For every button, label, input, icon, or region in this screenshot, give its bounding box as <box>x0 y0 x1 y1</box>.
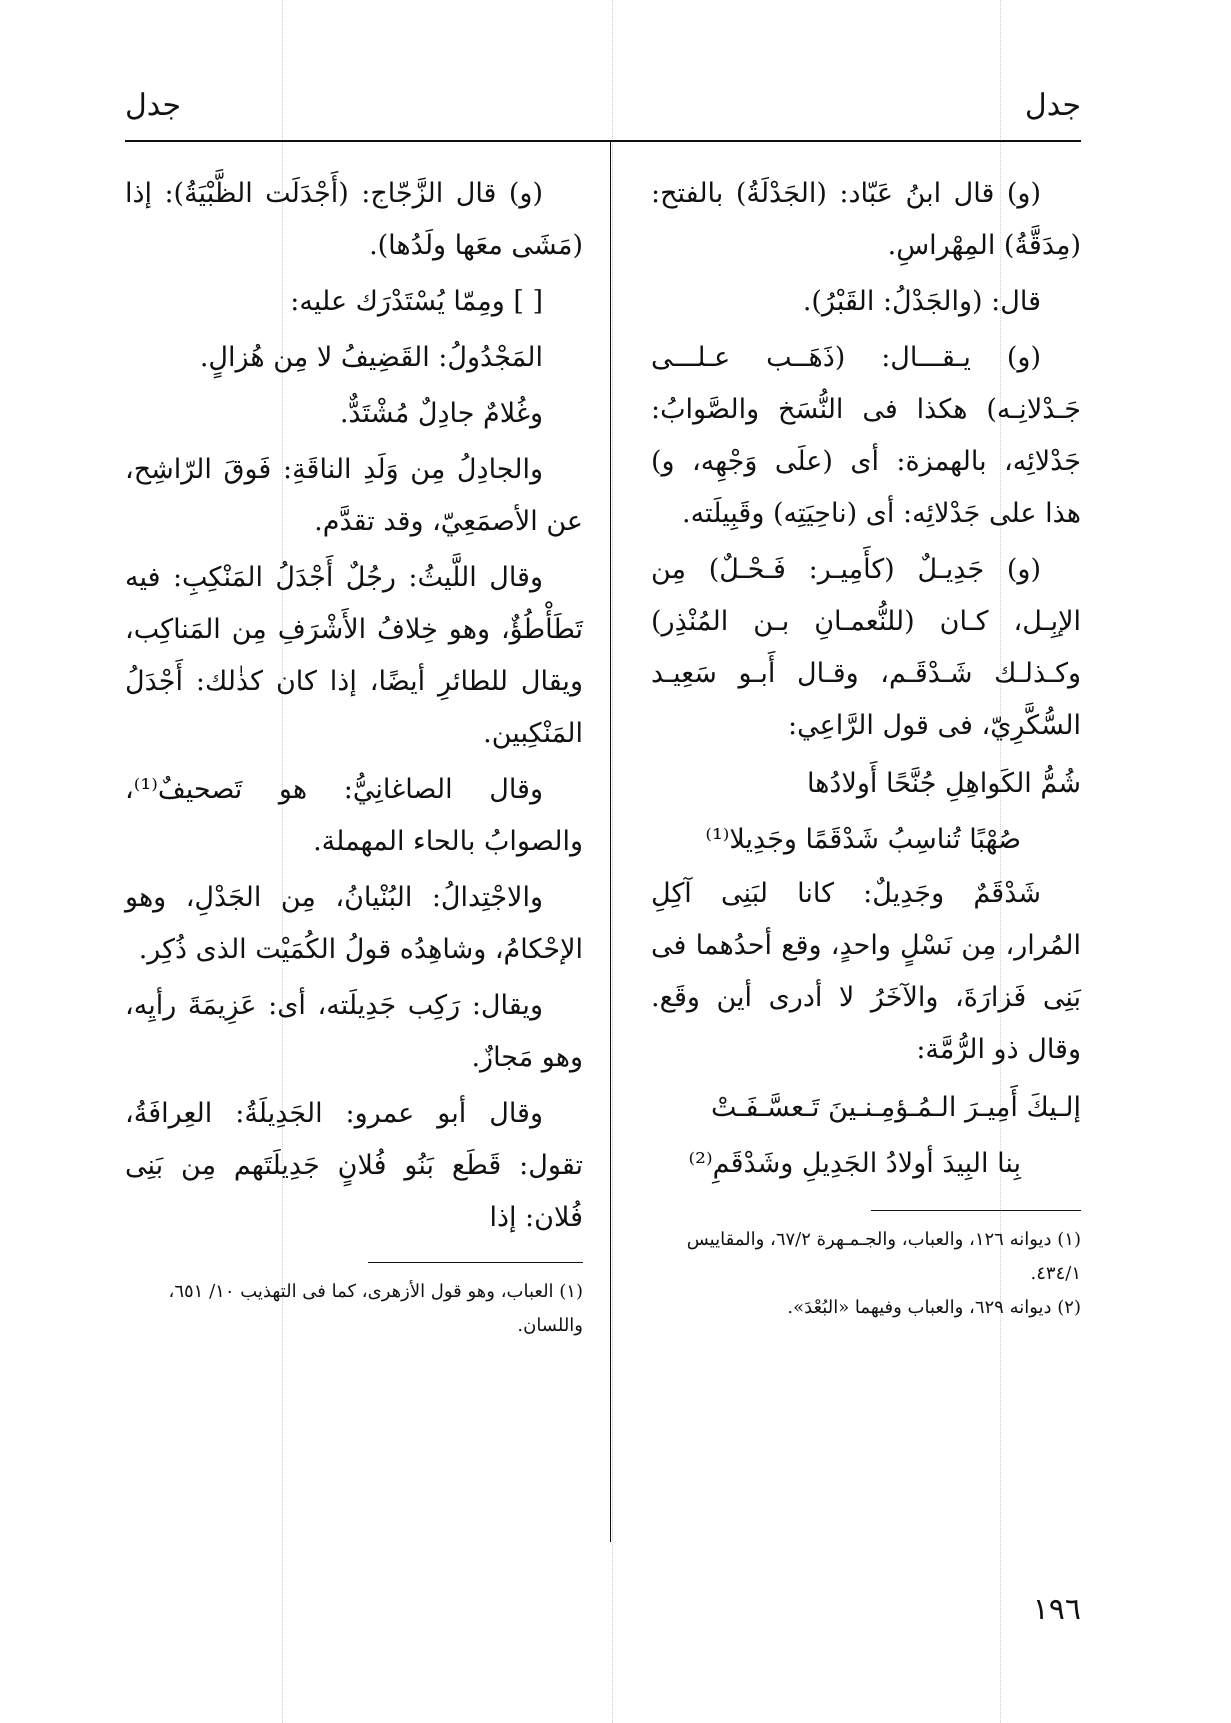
paragraph: شَدْقَمٌ وجَدِيلٌ: كانا لبَنِى آكِلِ المُرار، مِن نَسْلٍ واحدٍ، وقع أحدُهما فى بَنِى فَزارَةَ، والآخَرُ لا أدرى أين وقَع. وقال ذو الرُّمَّة: <box>651 878 1081 1065</box>
paragraph: وقال اللَّيثُ: رجُلٌ أَجْدَلُ المَنْكِبِ: فيه تَطَأْطُؤٌ، وهو خِلافُ الأَشْرَفِ مِن المَناكِب، ويقال للطائرِ أيضًا، إذا كان كذٰلك: أَجْدَلُ المَنْكِبين. <box>125 562 583 749</box>
footnote: (١) ديوانه ١٢٦، والعباب، والجـمـهرة ٦٧/٢، والمقاييس ٤٣٤/١. <box>686 1229 1081 1284</box>
paragraph: [ ] ومِمّا يُسْتَدْرَك عليه: <box>290 286 543 317</box>
footnote: (١) العباب، وهو قول الأزهرى، كما فى التهذيب ١٠/ ٦٥١، واللسان. <box>168 1281 583 1336</box>
verse-line: صُهْبًا تُناسِبُ شَدْقَمًا وجَدِيلا⁽¹⁾ <box>705 824 1021 855</box>
page-number: ١٩٦ <box>1032 1592 1081 1627</box>
verse-line: إلـيكَ أَمِيـرَ الـمُـؤمِـنـينَ تَـعسَّـفَـتْ <box>711 1092 1081 1123</box>
running-head-right: جدل <box>1024 88 1081 123</box>
paragraph: وغُلامٌ جادِلٌ مُشْتَدٌّ. <box>339 398 543 429</box>
verse-line: شُمُّ الكَواهِلِ جُنَّحًا أَولادُها <box>806 768 1081 799</box>
column-divider <box>610 142 611 1542</box>
paragraph: وقال أبو عمرو: الجَدِيلَةُ: العِرافَةُ، تقول: قَطَع بَنُو فُلانٍ جَدِيلَتَهم مِن بَنِى فُلان: إذا <box>125 1098 583 1233</box>
paragraph: (و) يـقـــال: (ذَهَــب عـلـــى جَـدْلانِـه) هكذا فى النُّسَخ والصَّوابُ: جَدْلائِه، بالهمزة: أى (علَى وَجْهِه، و) هذا على جَدْلائِه: أى (ناحِيَتِه) وقَبِيلَته. <box>651 342 1081 529</box>
paragraph: وقال الصاغانِيُّ: هو تَصحيفٌ⁽¹⁾، والصوابُ بالحاء المهملة. <box>125 774 583 857</box>
right-column <box>651 168 1081 1325</box>
left-column <box>125 168 583 1343</box>
paragraph: قال: (والجَدْلُ: القَبْرُ). <box>802 286 1041 317</box>
header-rule <box>125 140 1081 142</box>
scan-guide-line <box>612 0 613 1723</box>
verse-line: بِنا البِيدَ أولادُ الجَدِيلِ وشَدْقَمِ⁽²⁾ <box>688 1148 1021 1179</box>
footnote-rule <box>368 1262 583 1263</box>
footnote: (٢) ديوانه ٦٢٩، والعباب وفيهما «البُعْدَ». <box>787 1297 1081 1318</box>
paragraph: المَجْدُولُ: القَضِيفُ لا مِن هُزالٍ. <box>199 342 543 373</box>
footnote-rule <box>871 1210 1081 1211</box>
paragraph: والاجْتِدالُ: البُنْيانُ، مِن الجَدْلِ، وهو الإحْكامُ، وشاهِدُه قولُ الكُمَيْت الذى ذُكِر. <box>125 882 583 965</box>
running-head-left: جدل <box>125 88 182 123</box>
paragraph: (و) جَدِيـلٌ (كأَمِيـر: فَـحْـلٌ) مِن الإبِـل، كـان (للنُّعمـانِ بـن المُنْذِر) وكـذلـك شَـدْقَـم، وقـال أَبـو سَعِيـد السُّكَّرِيّ، فى قول الرَّاعِي: <box>651 554 1081 741</box>
paragraph: (و) قال ابنُ عَبّاد: (الجَدْلَةُ) بالفتح: (مِدَقَّةُ) المِهْراسِ. <box>651 178 1081 261</box>
paragraph: ويقال: رَكِب جَدِيلَته، أى: عَزِيمَةَ رأيِه، وهو مَجازٌ. <box>125 990 583 1073</box>
paragraph: (و) قال الزَّجّاج: (أَجْدَلَت الظَّبْيَةُ): إذا (مَشَى معَها ولَدُها). <box>125 178 583 261</box>
paragraph: والجادِلُ مِن وَلَدِ الناقَةِ: فَوقَ الرّاشِح، عن الأصمَعِيّ، وقد تقدَّم. <box>125 454 583 537</box>
